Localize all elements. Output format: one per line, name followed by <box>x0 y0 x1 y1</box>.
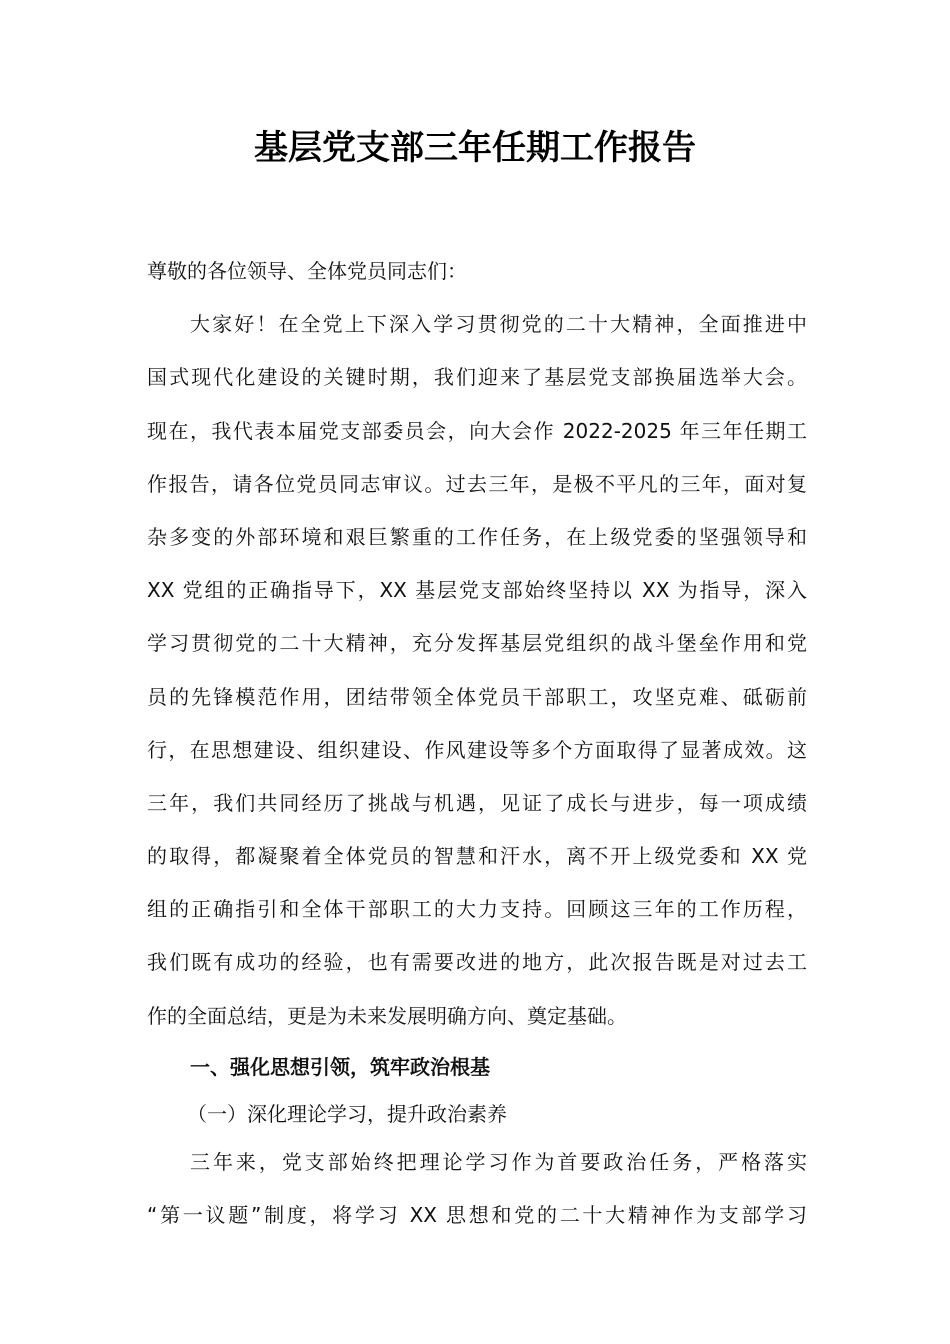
paragraph-line: 三年来，党支部始终把理论学习作为首要政治任务，严格落实 <box>190 1149 807 1174</box>
paragraph-line: 作的全面总结，更是为未来发展明确方向、奠定基础。 <box>147 1003 627 1028</box>
salutation: 尊敬的各位领导、全体党员同志们： <box>147 259 467 283</box>
paragraph-line: 组的正确指引和全体干部职工的大力支持。回顾这三年的工作历程， <box>147 897 807 922</box>
section-1-1-paragraph <box>147 1142 807 1248</box>
paragraph-line: 的取得，都凝聚着全体党员的智慧和汗水，离不开上级党委和 XX 党 <box>147 844 807 869</box>
paragraph-line: XX 党组的正确指导下，XX 基层党支部始终坚持以 XX 为指导，深入 <box>147 578 807 603</box>
paragraph-line: 作报告，请各位党员同志审议。过去三年，是极不平凡的三年，面对复 <box>147 471 807 496</box>
paragraph-line: 大家好！在全党上下深入学习贯彻党的二十大精神，全面推进中 <box>190 312 807 337</box>
section-heading-1: 一、强化思想引领，筑牢政治根基 <box>190 1054 490 1079</box>
paragraph-line: 行，在思想建设、组织建设、作风建设等多个方面取得了显著成效。这 <box>147 737 807 762</box>
intro-paragraph <box>147 304 807 1049</box>
paragraph-line: 学习贯彻党的二十大精神，充分发挥基层党组织的战斗堡垒作用和党 <box>147 631 807 656</box>
document-title: 基层党支部三年任期工作报告 <box>254 128 696 168</box>
paragraph-line: “第一议题”制度，将学习 XX 思想和党的二十大精神作为支部学习 <box>147 1203 807 1227</box>
paragraph-line: 杂多变的外部环境和艰巨繁重的工作任务，在上级党委的坚强领导和 <box>147 524 807 549</box>
paragraph-line: 现在，我代表本届党支部委员会，向大会作 2022-2025 年三年任期工 <box>147 418 807 443</box>
paragraph-line: 三年，我们共同经历了挑战与机遇，见证了成长与进步，每一项成绩 <box>147 790 807 815</box>
paragraph-line: 员的先锋模范作用，团结带领全体党员干部职工，攻坚克难、砥砺前 <box>147 684 807 709</box>
subsection-heading-1-1: （一）深化理论学习，提升政治素养 <box>187 1101 507 1126</box>
paragraph-line: 我们既有成功的经验，也有需要改进的地方，此次报告既是对过去工 <box>147 950 807 975</box>
paragraph-line: 国式现代化建设的关键时期，我们迎来了基层党支部换届选举大会。 <box>147 365 807 390</box>
document-body <box>147 251 807 1248</box>
